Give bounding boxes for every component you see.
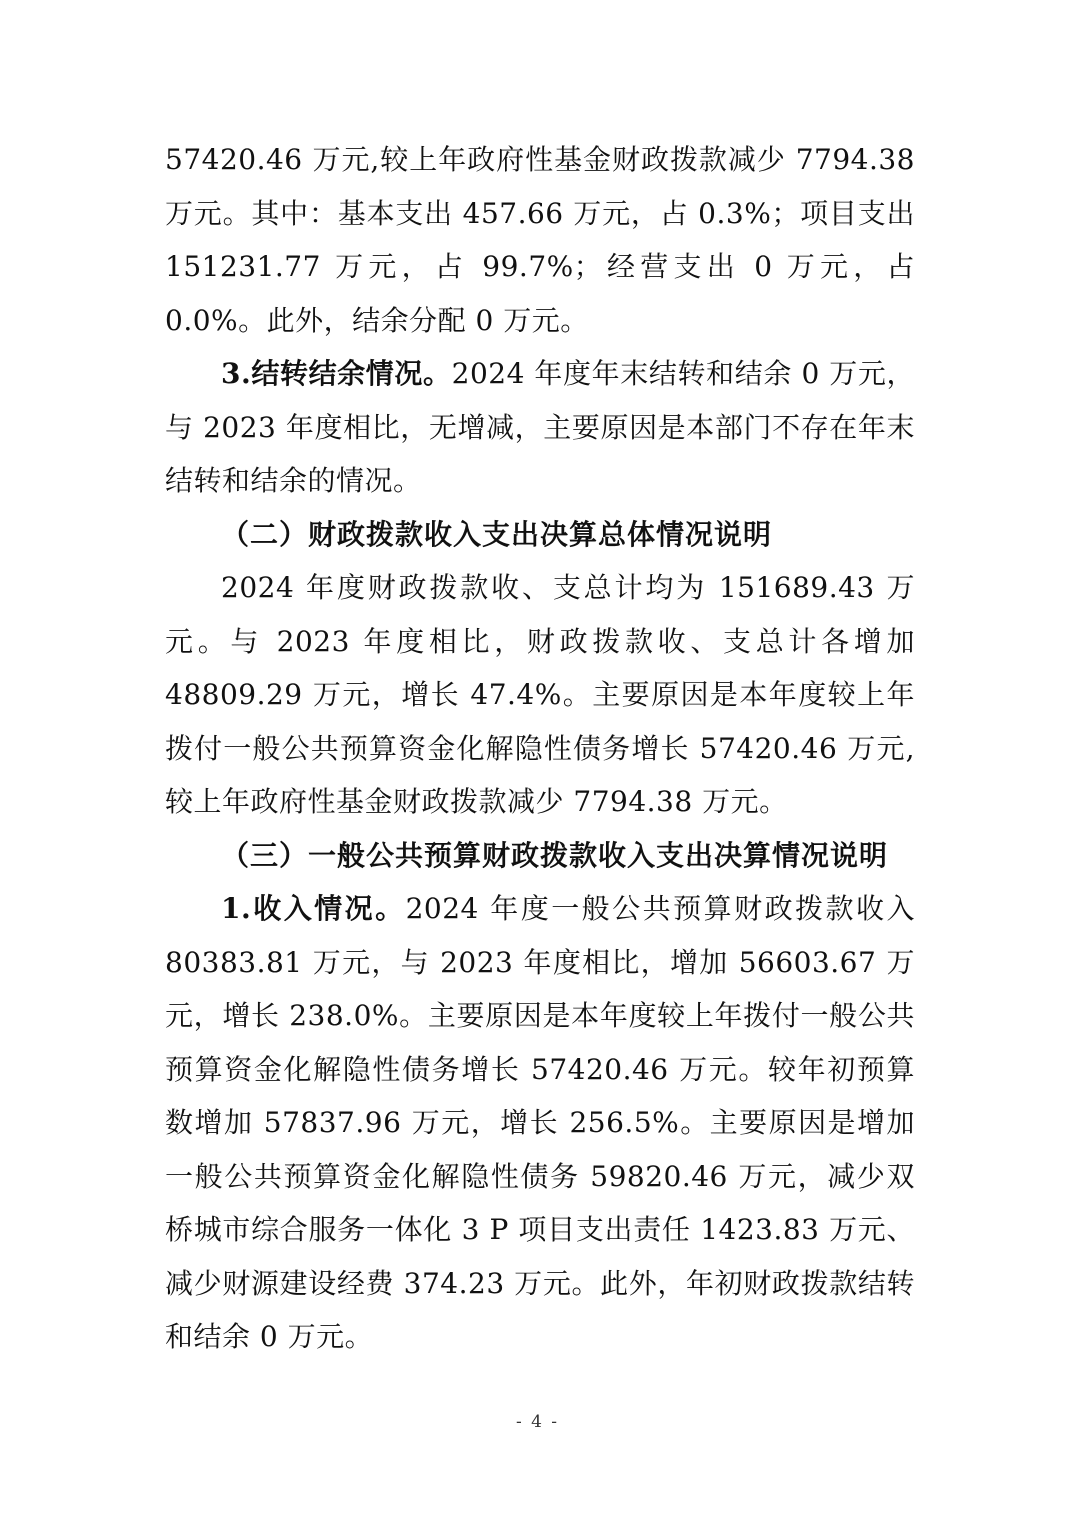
income-lead: 1.收入情况。 xyxy=(221,892,406,925)
paragraph-income xyxy=(165,882,915,1364)
paragraph-fiscal-total: 2024 年度财政拨款收、支总计均为 151689.43 万元。与 2023 年度相比，财政拨款收、支总计各增加 48809.29 万元，增长 47.4%。主要原因是本年度较上年拨付一般公共预算资金化解隐性债务增长 57420.46 万元,较上年政府性基金财政拨款减少 7794.38 万元。 xyxy=(165,571,915,818)
paragraph-expenditure-continued: 57420.46 万元,较上年政府性基金财政拨款减少 7794.38 万元。其中：基本支出 457.66 万元，占 0.3%；项目支出 151231.77 万元，占 99.7%；经营支出 0 万元，占 0.0%。此外，结余分配 0 万元。 xyxy=(165,143,915,337)
page-number: - 4 - xyxy=(515,1412,560,1432)
document-body xyxy=(165,133,915,1364)
carryover-body: 2024 年度年末结转和结余 0 万元，与 2023 年度相比，无增减，主要原因是本部门不存在年末结转和结余的情况。 xyxy=(165,357,915,497)
carryover-lead: 3.结转结余情况。 xyxy=(221,357,452,390)
income-body: 2024 年度一般公共预算财政拨款收入 80383.81 万元，与 2023 年度相比，增加 56603.67 万元，增长 238.0%。主要原因是本年度较上年拨付一般公共预算资金化解隐性债务增长 57420.46 万元。较年初预算数增加 57837.96 万元，增长 256.5%。主要原因是增加一般公共预算资金化解隐性债务 59820.46 万元，减少双桥城市综合服务一体化 3 P 项目支出责任 1423.83 万元、减少财源建设经费 374.23 万元。此外，年初财政拨款结转和结余 0 万元。 xyxy=(165,892,915,1353)
paragraph-carryover xyxy=(165,347,915,508)
section-heading-3: （三）一般公共预算财政拨款收入支出决算情况说明 xyxy=(221,838,889,872)
section-heading-2: （二）财政拨款收入支出决算总体情况说明 xyxy=(221,517,773,551)
